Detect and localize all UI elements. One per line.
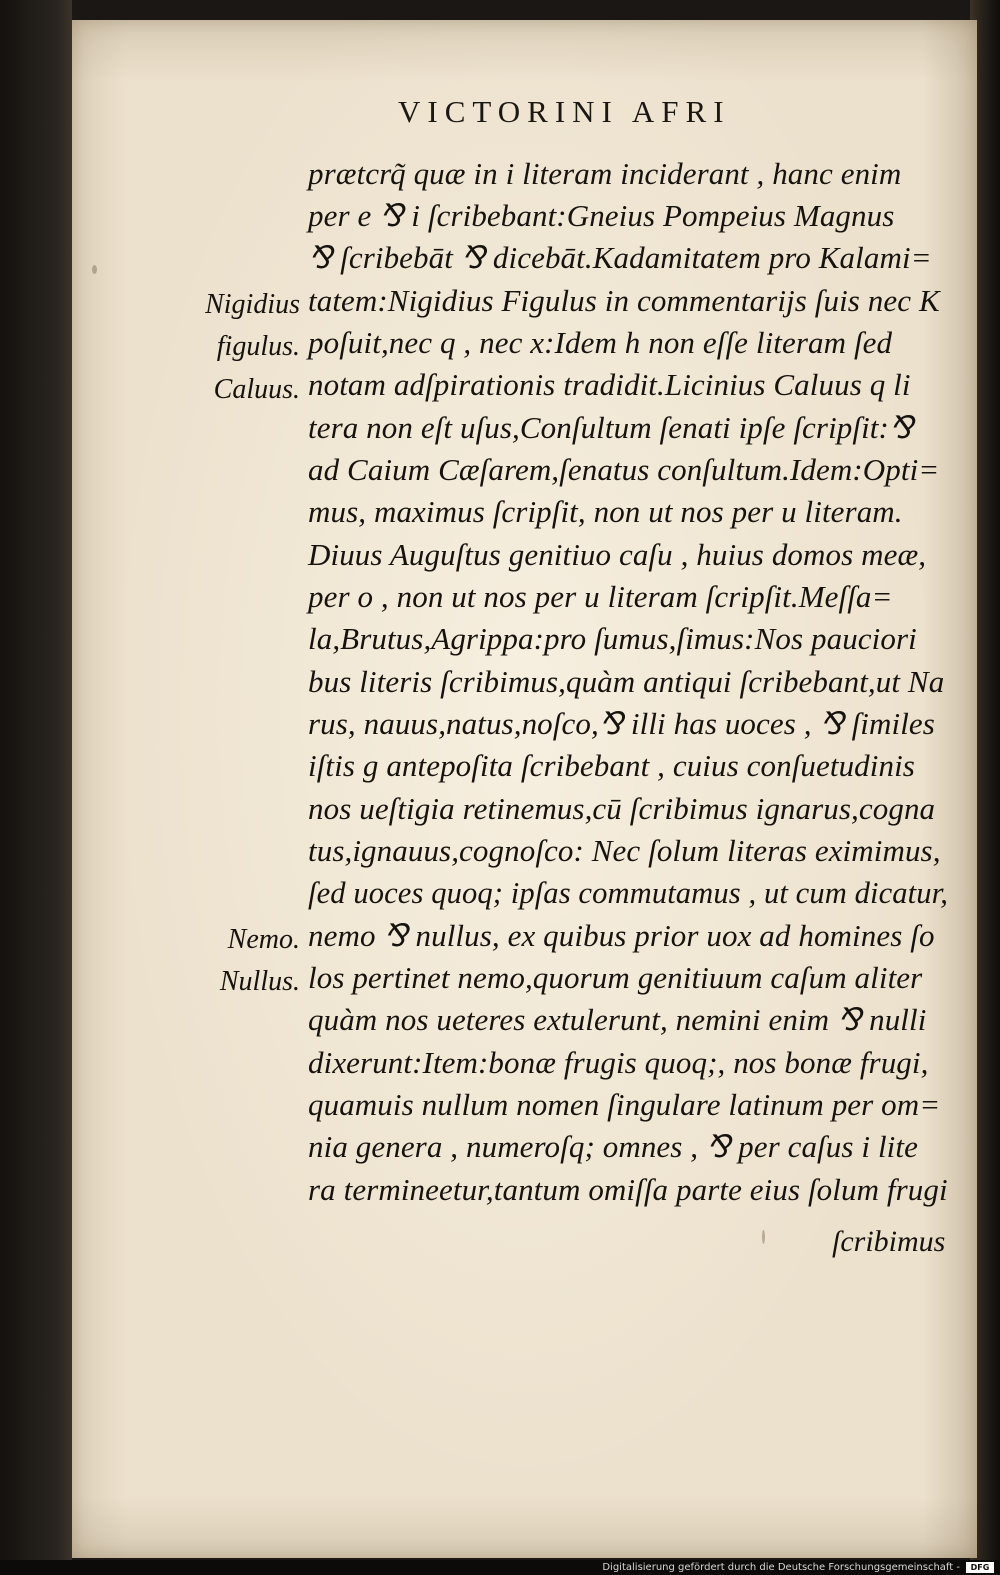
text-line: tera non eſt uſus,Conſultum ſenati ipſe ſcripſit:⅋ xyxy=(308,410,914,445)
margin-note: figulus. xyxy=(216,331,300,362)
text-line: Diuus Auguſtus genitiuo caſu , huius domos meæ, xyxy=(308,537,927,572)
running-header: VICTORINI AFRI xyxy=(398,94,731,129)
margin-note: Caluus. xyxy=(213,374,300,405)
dfg-logo: DFG xyxy=(966,1562,994,1573)
text-line: per e ⅋ i ſcribebant:Gneius Pompeius Magnus xyxy=(308,198,895,233)
text-line: per o , non ut nos per u literam ſcripſit.Meſſa= xyxy=(308,579,893,614)
margin-note: Nigidius xyxy=(205,289,300,320)
text-line: nia genera , numeroſq; omnes , ⅋ per caſus i lite xyxy=(308,1129,918,1164)
text-line: quamuis nullum nomen ſingulare latinum per om= xyxy=(308,1087,941,1122)
text-line: notam adſpirationis tradidit.Licinius Caluus q li xyxy=(308,367,911,402)
margin-note: Nullus. xyxy=(219,966,300,997)
margin-note: Nemo. xyxy=(227,924,300,955)
text-line: prætcrq̃ quæ in i literam inciderant , hanc enim xyxy=(308,156,902,191)
text-line: mus, maximus ſcripſit, non ut nos per u literam. xyxy=(308,494,903,529)
text-line: ad Caium Cæſarem,ſenatus conſultum.Idem:Opti= xyxy=(308,452,940,487)
text-line: rus, nauus,natus,noſco,⅋ illi has uoces , ⅋ ſimiles xyxy=(308,706,935,741)
text-line: ⅋ ſcribebāt ⅋ dicebāt.Kadamitatem pro Kalami= xyxy=(308,240,932,275)
text-line: nos ueſtigia retinemus,cū ſcribimus ignarus,cogna xyxy=(308,791,936,826)
scan-background-left xyxy=(0,0,72,1560)
text-line: dixerunt:Item:bonæ frugis quoq;, nos bonæ frugi, xyxy=(308,1045,929,1080)
paper-stain xyxy=(92,265,97,274)
text-line: poſuit,nec q , nec x:Idem h non eſſe literam ſed xyxy=(308,325,893,360)
catchword: ſcribimus xyxy=(832,1225,946,1258)
text-line: ra termineetur,tantum omiſſa parte eius ſolum frugi xyxy=(308,1172,948,1207)
text-line: tus,ignauus,cognoſco: Nec ſolum literas eximimus, xyxy=(308,833,941,868)
text-line: quàm nos ueteres extulerunt, nemini enim ⅋ nulli xyxy=(308,1002,927,1037)
text-line: los pertinet nemo,quorum genitiuum caſum aliter xyxy=(308,960,923,995)
funding-note: Digitalisierung gefördert durch die Deutsche Forschungsgemeinschaft - xyxy=(602,1562,960,1573)
paper-stain xyxy=(762,1230,765,1244)
text-line: la,Brutus,Agrippa:pro ſumus,ſimus:Nos pauciori xyxy=(308,621,917,656)
text-line: bus literis ſcribimus,quàm antiqui ſcribebant,ut Na xyxy=(308,664,945,699)
text-line: nemo ⅋ nullus, ex quibus prior uox ad homines ſo xyxy=(308,918,935,953)
text-line: ſed uoces quoq; ipſas commutamus , ut cum dicatur, xyxy=(308,875,948,910)
text-line: tatem:Nigidius Figulus in commentarijs ſuis nec K xyxy=(308,283,940,318)
text-line: iſtis g antepoſita ſcribebant , cuius conſuetudinis xyxy=(308,748,915,783)
